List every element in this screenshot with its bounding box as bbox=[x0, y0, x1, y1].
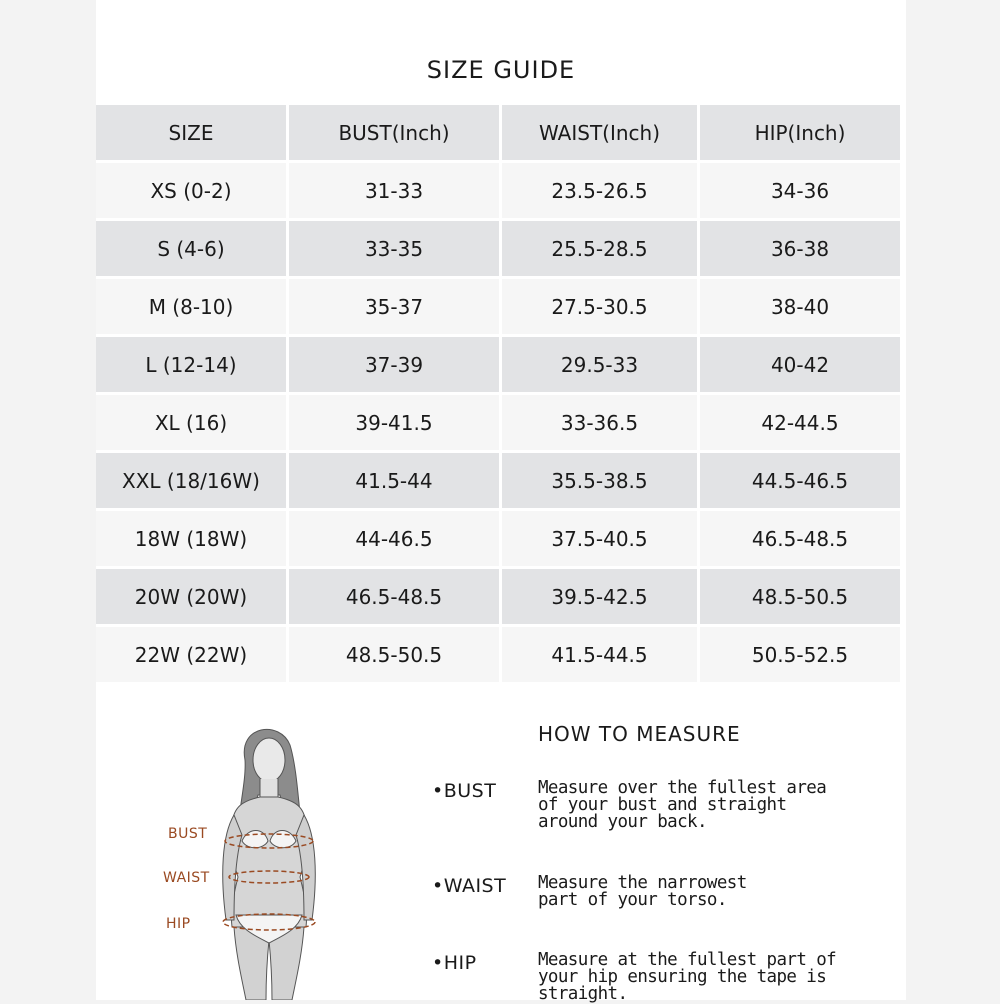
cell-waist: 41.5-44.5 bbox=[502, 627, 697, 682]
body-measurement-figure bbox=[150, 715, 380, 1000]
measure-text-waist bbox=[538, 875, 838, 909]
table-row bbox=[96, 337, 900, 392]
cell-hip: 48.5-50.5 bbox=[700, 569, 900, 624]
cell-waist: 27.5-30.5 bbox=[502, 279, 697, 334]
size-table bbox=[93, 102, 903, 685]
cell-size: XS (0-2) bbox=[96, 163, 286, 218]
measure-text-line: Measure at the fullest part of bbox=[538, 950, 837, 970]
table-row bbox=[96, 627, 900, 682]
cell-size: 22W (22W) bbox=[96, 627, 286, 682]
cell-hip: 44.5-46.5 bbox=[700, 453, 900, 508]
table-header-row bbox=[96, 105, 900, 160]
measure-text-line: your hip ensuring the tape is bbox=[538, 967, 827, 987]
measure-text-hip bbox=[538, 952, 838, 1003]
cell-size: L (12-14) bbox=[96, 337, 286, 392]
cell-size: 18W (18W) bbox=[96, 511, 286, 566]
cell-bust: 48.5-50.5 bbox=[289, 627, 499, 682]
measure-text-line: part of your torso. bbox=[538, 890, 727, 910]
woman-figure-icon bbox=[150, 715, 380, 1000]
header-bust: BUST(Inch) bbox=[289, 105, 499, 160]
cell-bust: 35-37 bbox=[289, 279, 499, 334]
cell-hip: 50.5-52.5 bbox=[700, 627, 900, 682]
cell-bust: 31-33 bbox=[289, 163, 499, 218]
table-row bbox=[96, 163, 900, 218]
page-title: SIZE GUIDE bbox=[426, 56, 576, 84]
cell-hip: 40-42 bbox=[700, 337, 900, 392]
cell-hip: 42-44.5 bbox=[700, 395, 900, 450]
cell-size: S (4-6) bbox=[96, 221, 286, 276]
measure-label-hip: •HIP bbox=[432, 952, 477, 974]
cell-waist: 39.5-42.5 bbox=[502, 569, 697, 624]
cell-size: XL (16) bbox=[96, 395, 286, 450]
cell-hip: 38-40 bbox=[700, 279, 900, 334]
measure-text-line: of your bust and straight bbox=[538, 795, 787, 815]
table-row bbox=[96, 395, 900, 450]
measure-text-line: around your back. bbox=[538, 812, 707, 832]
cell-waist: 35.5-38.5 bbox=[502, 453, 697, 508]
cell-hip: 46.5-48.5 bbox=[700, 511, 900, 566]
figure-label-hip: HIP bbox=[166, 916, 191, 932]
cell-bust: 37-39 bbox=[289, 337, 499, 392]
cell-bust: 44-46.5 bbox=[289, 511, 499, 566]
cell-size: 20W (20W) bbox=[96, 569, 286, 624]
measure-text-line: Measure the narrowest bbox=[538, 873, 747, 893]
cell-size: XXL (18/16W) bbox=[96, 453, 286, 508]
header-size: SIZE bbox=[96, 105, 286, 160]
measure-text-bust bbox=[538, 780, 838, 831]
measure-label-bust: •BUST bbox=[432, 780, 497, 802]
cell-size: M (8-10) bbox=[96, 279, 286, 334]
header-waist: WAIST(Inch) bbox=[502, 105, 697, 160]
cell-hip: 34-36 bbox=[700, 163, 900, 218]
cell-waist: 37.5-40.5 bbox=[502, 511, 697, 566]
table-row bbox=[96, 511, 900, 566]
cell-bust: 39-41.5 bbox=[289, 395, 499, 450]
cell-bust: 41.5-44 bbox=[289, 453, 499, 508]
how-to-measure-title: HOW TO MEASURE bbox=[538, 722, 741, 746]
cell-bust: 46.5-48.5 bbox=[289, 569, 499, 624]
table-row bbox=[96, 453, 900, 508]
measure-text-line: Measure over the fullest area bbox=[538, 778, 827, 798]
cell-waist: 25.5-28.5 bbox=[502, 221, 697, 276]
measure-label-waist: •WAIST bbox=[432, 875, 507, 897]
table-row bbox=[96, 279, 900, 334]
cell-waist: 29.5-33 bbox=[502, 337, 697, 392]
measure-text-line: straight. bbox=[538, 984, 628, 1004]
table-row bbox=[96, 221, 900, 276]
cell-waist: 23.5-26.5 bbox=[502, 163, 697, 218]
cell-waist: 33-36.5 bbox=[502, 395, 697, 450]
figure-label-waist: WAIST bbox=[163, 870, 210, 886]
figure-label-bust: BUST bbox=[168, 826, 208, 842]
table-row bbox=[96, 569, 900, 624]
cell-hip: 36-38 bbox=[700, 221, 900, 276]
cell-bust: 33-35 bbox=[289, 221, 499, 276]
header-hip: HIP(Inch) bbox=[700, 105, 900, 160]
